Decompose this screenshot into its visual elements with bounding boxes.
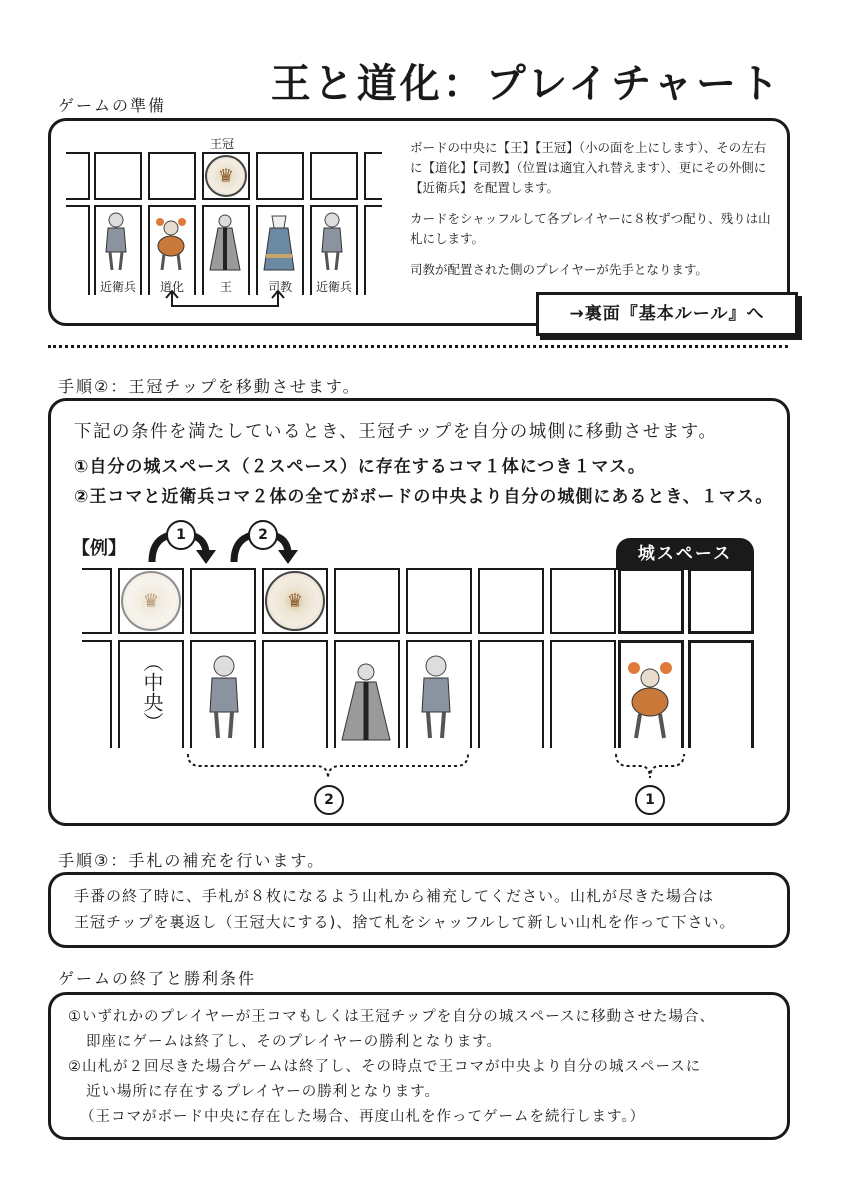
setup-instructions	[410, 138, 776, 291]
step3-line-1: 手番の終了時に、手札が８枚になるよう山札から補充してください。山札が尽きた場合は	[74, 887, 715, 905]
royal-guard-icon	[198, 652, 250, 742]
piece-label-guard-right: 近衛兵	[315, 280, 352, 294]
end-line-2: 即座にゲームは終了し、そのプレイヤーの勝利となります。	[86, 1034, 503, 1050]
brace-1-marker: 1	[635, 785, 665, 815]
royal-guard-icon	[98, 210, 134, 272]
step3-line-2: 王冠チップを裏返し（王冠大にする)、捨て札をシャッフルして新しい山札を作って下さい。	[74, 913, 736, 931]
step3-section-label: 手順③：手札の補充を行います。	[58, 851, 326, 870]
example-label: 【例】	[72, 538, 126, 559]
step2-intro: 下記の条件を満たしているとき、王冠チップを自分の城側に移動させます。	[74, 422, 718, 442]
piece-label-jester: 道化	[159, 280, 184, 294]
piece-label-king: 王	[219, 280, 232, 294]
brace-1-icon	[614, 752, 686, 782]
king-icon	[206, 212, 244, 272]
crown-chip-icon	[205, 155, 247, 197]
brace-2-icon	[186, 752, 470, 782]
page-title: 王と道化：プレイチャート	[270, 61, 782, 107]
setup-paragraph-1: ボードの中央に【王】【王冠】（小の面を上にします）、その左右に【道化】【司教】（位置は適宜入れ替えます）、更にその外側に【近衛兵】を配置します。	[410, 140, 767, 195]
end-section-label: ゲームの終了と勝利条件	[58, 969, 257, 988]
castle-space-header: 城スペース	[616, 538, 754, 570]
end-line-4: 近い場所に存在するプレイヤーの勝利となります。	[86, 1084, 441, 1100]
example-board-top-row	[82, 568, 754, 634]
setup-paragraph-2: カードをシャッフルして各プレイヤーに８枚ずつ配り、残りは山札にします。	[410, 211, 771, 246]
arrow-step-2-marker: 2	[248, 520, 278, 550]
end-line-5: （王コマがボード中央に存在した場合、再度山札を作ってゲームを続行します。）	[80, 1109, 646, 1125]
crown-chip-icon	[265, 571, 325, 631]
royal-guard-icon	[314, 210, 350, 272]
section-divider	[48, 345, 788, 348]
end-line-3: ②山札が２回尽きた場合ゲームは終了し、その時点で王コマが中央より自分の城スペースに	[68, 1059, 702, 1075]
bishop-icon	[260, 212, 298, 272]
setup-section-label: ゲームの準備	[58, 96, 167, 115]
jester-icon	[622, 656, 678, 740]
piece-label-bishop: 司教	[267, 280, 292, 294]
step2-section-label: 手順②：王冠チップを移動させます。	[58, 377, 361, 396]
step2-rule-1: ①自分の城スペース（２スペース）に存在するコマ１体につき１マス。	[74, 457, 646, 477]
brace-2-marker: 2	[314, 785, 344, 815]
king-icon	[338, 660, 394, 742]
step2-rule-2: ②王コマと近衛兵コマ２体の全てがボードの中央より自分の城側にあるとき、１マス。	[74, 487, 774, 507]
crown-label: 王冠	[209, 137, 234, 151]
setup-paragraph-3: 司教が配置された側のプレイヤーが先手となります。	[410, 262, 708, 277]
jester-icon	[152, 212, 190, 272]
arrow-step-1-marker: 1	[166, 520, 196, 550]
piece-label-guard-left: 近衛兵	[99, 280, 136, 294]
back-side-rules-button[interactable]: →裏面『基本ルール』へ	[536, 292, 798, 336]
crown-chip-ghost-icon	[121, 571, 181, 631]
setup-board-top-row	[66, 152, 382, 200]
center-label: （中央）	[140, 652, 164, 732]
swap-arrow-icon	[160, 290, 290, 312]
royal-guard-icon	[410, 652, 462, 742]
end-line-1: ①いずれかのプレイヤーが王コマもしくは王冠チップを自分の城スペースに移動させた場合、	[68, 1009, 716, 1025]
